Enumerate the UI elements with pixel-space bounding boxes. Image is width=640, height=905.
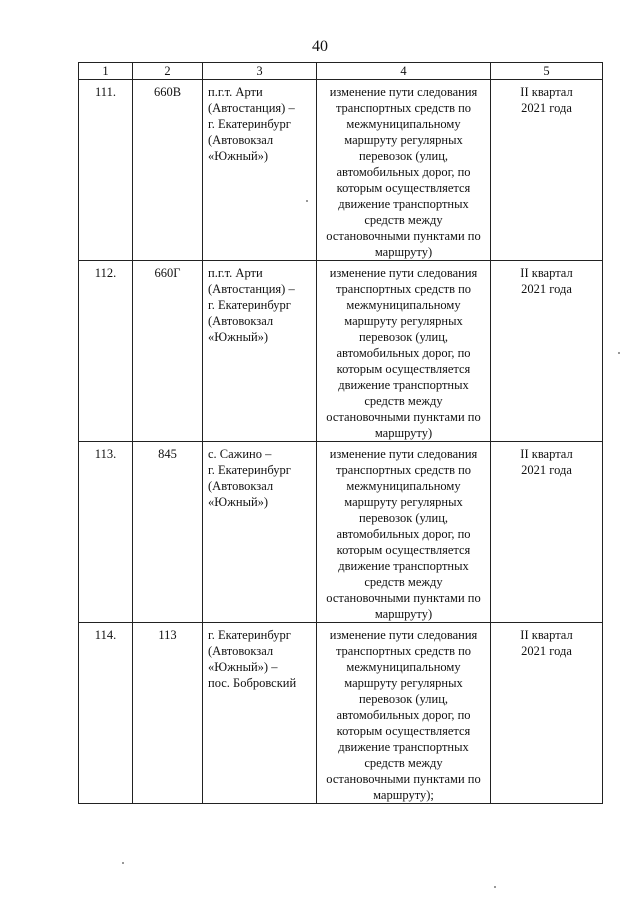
scan-speck xyxy=(618,352,620,354)
page-number: 40 xyxy=(312,38,328,55)
route-number: 113 xyxy=(133,623,203,804)
row-number: 114. xyxy=(79,623,133,804)
routes-table xyxy=(78,62,603,804)
route-path: с. Сажино – г. Екатеринбург (Автовокзал «Южный») xyxy=(203,442,317,623)
route-path: п.г.т. Арти (Автостанция) – г. Екатеринбург (Автовокзал «Южный») xyxy=(203,261,317,442)
scan-speck xyxy=(306,200,308,202)
table-row xyxy=(79,623,603,804)
column-header-4: 4 xyxy=(317,63,491,80)
deadline: II квартал 2021 года xyxy=(491,623,603,804)
scan-speck xyxy=(122,862,124,864)
deadline: II квартал 2021 года xyxy=(491,80,603,261)
column-header-2: 2 xyxy=(133,63,203,80)
deadline: II квартал 2021 года xyxy=(491,442,603,623)
column-header-1: 1 xyxy=(79,63,133,80)
route-path: п.г.т. Арти (Автостанция) – г. Екатеринбург (Автовокзал «Южный») xyxy=(203,80,317,261)
scan-speck xyxy=(494,886,496,888)
column-header-5: 5 xyxy=(491,63,603,80)
change-description: изменение пути следования транспортных средств по межмуниципальному маршруту регулярных перевозок (улиц, автомобильных дорог, по которым осуществляется движение транспортных средств между остановочными пунктами по маршруту) xyxy=(317,80,491,261)
table-header-row xyxy=(79,63,603,80)
deadline: II квартал 2021 года xyxy=(491,261,603,442)
route-number: 660Г xyxy=(133,261,203,442)
row-number: 113. xyxy=(79,442,133,623)
column-header-3: 3 xyxy=(203,63,317,80)
change-description: изменение пути следования транспортных средств по межмуниципальному маршруту регулярных перевозок (улиц, автомобильных дорог, по которым осуществляется движение транспортных средств между остановочными пунктами по маршруту) xyxy=(317,261,491,442)
route-number: 845 xyxy=(133,442,203,623)
table-row xyxy=(79,442,603,623)
route-number: 660В xyxy=(133,80,203,261)
table-row xyxy=(79,261,603,442)
row-number: 111. xyxy=(79,80,133,261)
change-description: изменение пути следования транспортных средств по межмуниципальному маршруту регулярных перевозок (улиц, автомобильных дорог, по которым осуществляется движение транспортных средств между остановочными пунктами по маршруту) xyxy=(317,442,491,623)
change-description: изменение пути следования транспортных средств по межмуниципальному маршруту регулярных перевозок (улиц, автомобильных дорог, по которым осуществляется движение транспортных средств между остановочными пунктами по маршруту); xyxy=(317,623,491,804)
table-row xyxy=(79,80,603,261)
route-path: г. Екатеринбург (Автовокзал «Южный») – пос. Бобровский xyxy=(203,623,317,804)
row-number: 112. xyxy=(79,261,133,442)
